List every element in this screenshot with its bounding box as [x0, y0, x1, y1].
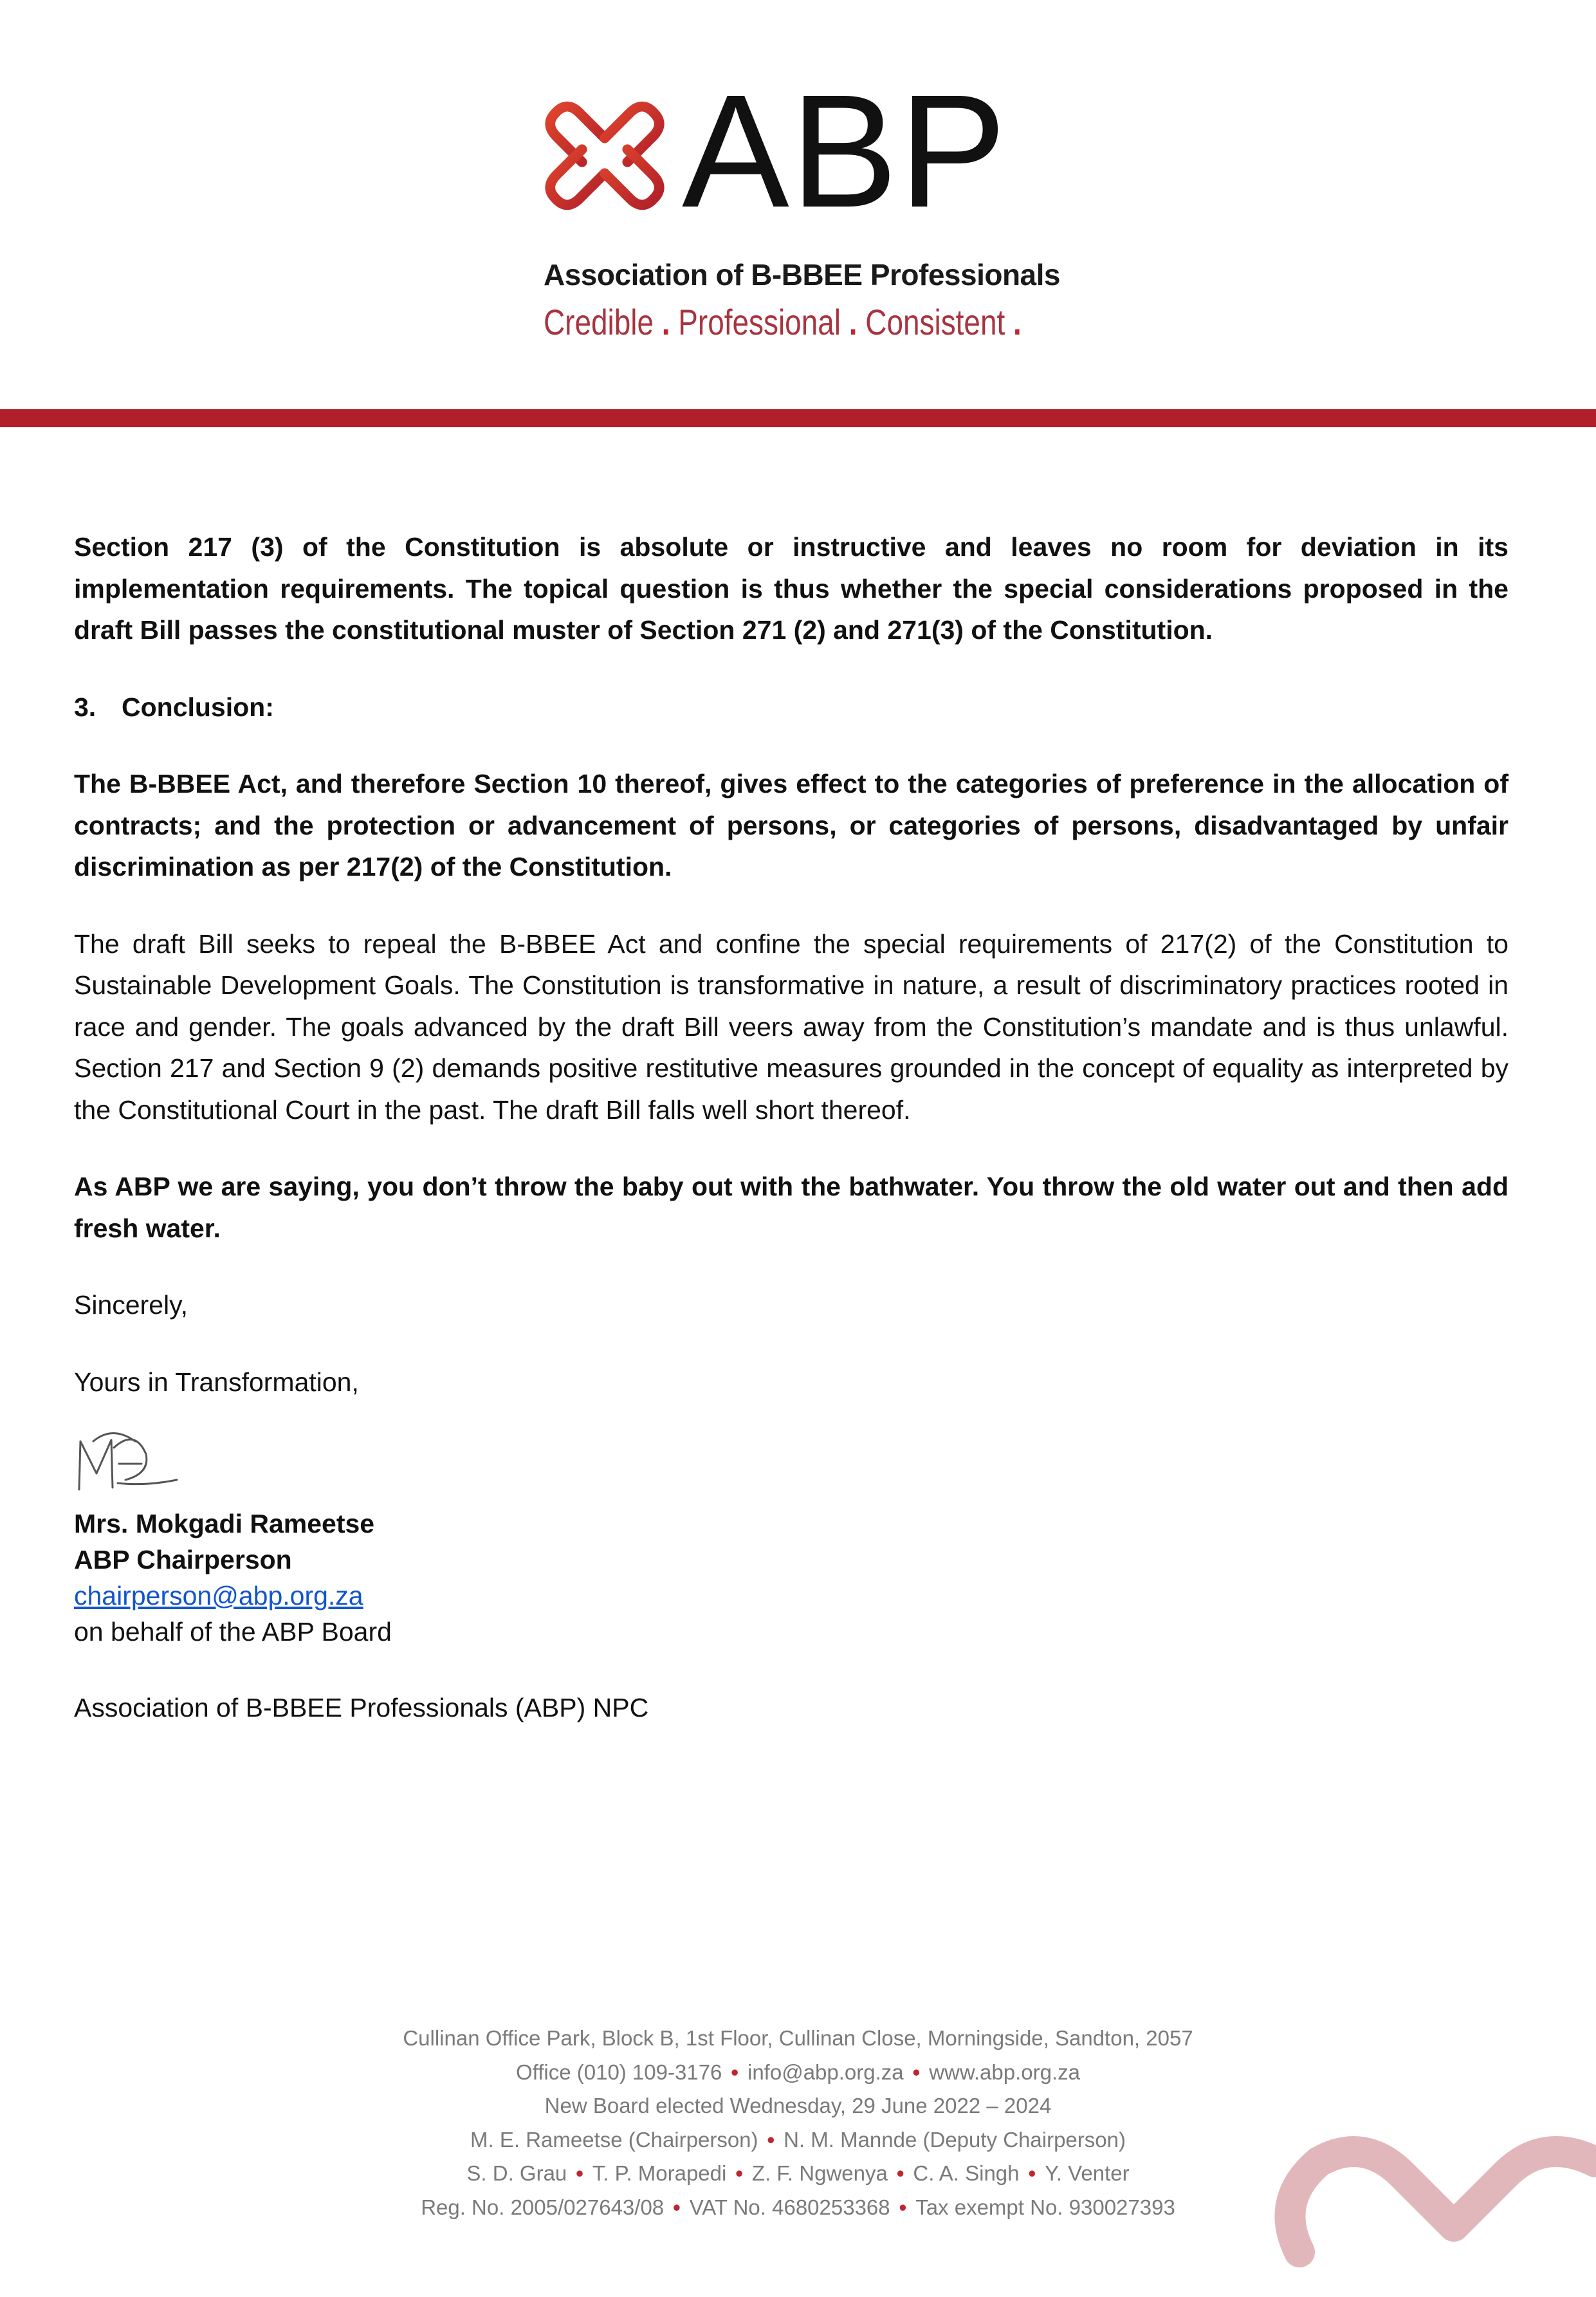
paragraph: The B-BBEE Act, and therefore Section 10 thereof, gives effect to the categories of preference in the allocation of contracts; and the protection or advancement of persons, or categories of persons, disadvantaged by unfair discrimination as per 217(2) of the Constitution.: [74, 769, 1509, 881]
footer-website[interactable]: www.abp.org.za: [929, 2060, 1080, 2084]
footer-deputy: N. M. Mannde (Deputy Chairperson): [784, 2127, 1126, 2152]
signatory-behalf: on behalf of the ABP Board: [74, 1617, 392, 1647]
section-number: 3.: [74, 692, 96, 722]
section-title: Conclusion:: [122, 692, 274, 722]
footer-registration: Reg. No. 2005/027643/08 • VAT No. 4680253368 • Tax exempt No. 930027393: [421, 2195, 1175, 2219]
footer-contacts: Office (010) 109-3176 • info@abp.org.za • www.abp.org.za: [515, 2060, 1080, 2084]
paragraph: As ABP we are saying, you don’t throw the baby out with the bathwater. You throw the old water out and then add fresh water.: [74, 1172, 1509, 1243]
closing-2: Yours in Transformation,: [74, 1367, 359, 1397]
signatory-name: Mrs. Mokgadi Rameetse: [74, 1509, 375, 1538]
tagline: Credible . Professional . Consistent .: [544, 302, 1022, 342]
footer-chair: M. E. Rameetse (Chairperson): [470, 2127, 758, 2152]
signatory-email-link[interactable]: chairperson@abp.org.za: [74, 1581, 363, 1610]
footer-phone: Office (010) 109-3176: [515, 2060, 722, 2084]
paragraph: The draft Bill seeks to repeal the B-BBEE Act and confine the special requirements of 217(2) of the Constitution to Sustainable Development Goals. The Constitution is transformative in nature, a result of discriminatory practices rooted in race and gender. The goals advanced by the draft Bill veers away from the Constitution’s mandate and is thus unlawful. Section 217 and Section 9 (2) demands positive restitutive measures grounded in the concept of equality as interpreted by the Constitutional Court in the past. The draft Bill falls well short thereof.: [74, 928, 1509, 1125]
tagline-word: Credible: [544, 302, 654, 342]
logo-wordmark: ABP: [682, 61, 1008, 241]
signatory-organization: Association of B-BBEE Professionals (ABP) NPC: [74, 1693, 649, 1722]
signatory-title: ABP Chairperson: [74, 1545, 292, 1574]
footer-members: S. D. Grau • T. P. Morapedi • Z. F. Ngwenya • C. A. Singh • Y. Venter: [466, 2161, 1130, 2185]
handwritten-signature: [74, 1428, 183, 1499]
footer-address: Cullinan Office Park, Block B, 1st Floor, Cullinan Close, Morningside, Sandton, 2057: [403, 2026, 1193, 2050]
letter-footer: [0, 2022, 1596, 2224]
footer-email[interactable]: info@abp.org.za: [747, 2060, 904, 2084]
footer-member: T. P. Morapedi: [592, 2161, 727, 2185]
footer-tax: Tax exempt No. 930027393: [915, 2195, 1175, 2219]
signatory-block: [74, 1506, 392, 1650]
footer-member: C. A. Singh: [913, 2161, 1020, 2185]
footer-vat: VAT No. 4680253368: [689, 2195, 890, 2219]
footer-member: Y. Venter: [1045, 2161, 1130, 2185]
footer-board-elected: New Board elected Wednesday, 29 June 2022 – 2024: [544, 2094, 1052, 2117]
organization-name: Association of B-BBEE Professionals: [544, 258, 1060, 291]
footer-reg: Reg. No. 2005/027643/08: [421, 2195, 665, 2219]
tagline-word: Consistent: [865, 302, 1005, 342]
abp-logo-icon: [542, 93, 668, 219]
footer-member: S. D. Grau: [466, 2161, 567, 2185]
tagline-word: Professional: [678, 302, 841, 342]
footer-member: Z. F. Ngwenya: [751, 2161, 888, 2185]
footer-chairs: M. E. Rameetse (Chairperson) • N. M. Mannde (Deputy Chairperson): [470, 2127, 1126, 2152]
closing: Sincerely,: [74, 1290, 188, 1320]
header-divider: [0, 409, 1596, 427]
section-heading: [74, 687, 1509, 728]
letter-body: [74, 526, 1509, 1403]
paragraph: Section 217 (3) of the Constitution is absolute or instructive and leaves no room for deviation in its implementation requirements. The topical question is thus whether the special considerations proposed in the draft Bill passes the constitutional muster of Section 271 (2) and 271(3) of the Constitution.: [74, 532, 1509, 645]
